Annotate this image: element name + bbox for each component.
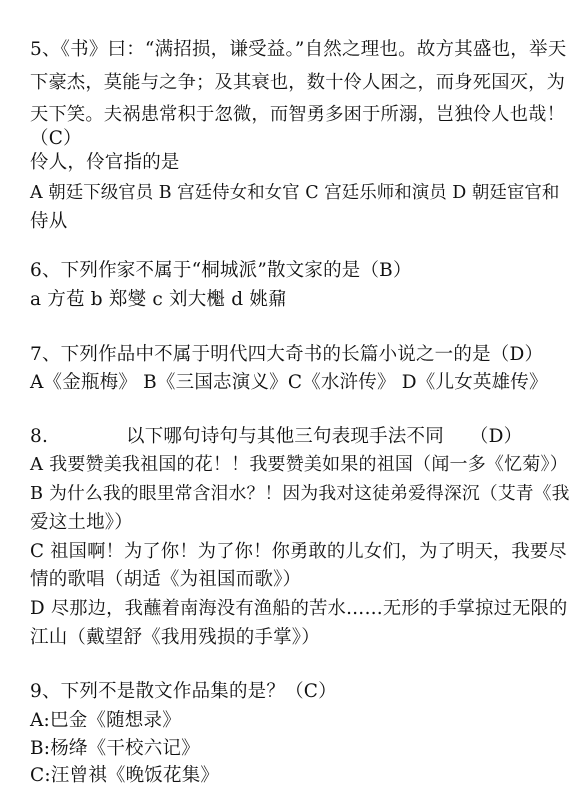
q5-options-line-2: 侍从: [30, 211, 68, 232]
q8-option-a: A 我要赞美我祖国的花！！我要赞美如果的祖国（闻一多《忆菊》）: [30, 454, 568, 475]
q9-stem: 9、下列不是散文作品集的是？（C）: [30, 681, 337, 702]
q8-stem-line: [30, 425, 522, 449]
q8-option-c-line-1: C 祖国啊！为了你！为了你！你勇敢的儿女们，为了明天，我要尽: [30, 541, 567, 562]
q7-stem: 7、下列作品中不属于明代四大奇书的长篇小说之一的是（D）: [30, 344, 544, 365]
q5-stem-line-1: 5、《书》曰：“满招损，谦受益。”自然之理也。故方其盛也，举天: [30, 39, 567, 60]
q6-options: a 方苞 b 郑燮 c 刘大櫆 d 姚鼐: [30, 289, 287, 310]
q5-options-line-1: A 朝廷下级官员 B 宫廷侍女和女官 C 宫廷乐师和演员 D 朝廷宦官和: [30, 183, 560, 203]
q5-stem-line-3: 天下笑。夫祸患常积于忽微，而智勇多困于所溺，岂独伶人也哉！: [30, 104, 566, 125]
q5-prompt: 伶人，伶官指的是: [30, 152, 180, 173]
q8-option-b-line-2: 爱这土地》）: [30, 512, 133, 533]
q5-stem-line-2: 下豪杰，莫能与之争；及其衰也，数十伶人困之，而身死国灭，为: [30, 72, 566, 93]
q8-option-d-line-2: 江山（戴望舒《我用残损的手掌》）: [30, 627, 320, 648]
q8-number: 8.: [30, 426, 49, 447]
q7-options: A《金瓶梅》 B《三国志演义》C《水浒传》 D《儿女英雄传》: [30, 372, 548, 393]
q8-option-c-line-2: 情的歌唱（胡适《为祖国而歌》）: [30, 569, 302, 590]
q8-stem: 以下哪句诗句与其他三句表现手法不同: [126, 426, 444, 447]
q9-option-a: A:巴金《随想录》: [30, 710, 181, 731]
q8-answer: （D）: [469, 426, 523, 447]
q5-answer: （C）: [30, 128, 82, 149]
q6-stem: 6、下列作家不属于“桐城派”散文家的是（B）: [30, 260, 412, 281]
q8-option-d-line-1: D 尽那边，我蘸着南海没有渔船的苦水……无形的手掌掠过无限的: [30, 598, 568, 619]
q9-option-c: C:汪曾祺《晚饭花集》: [30, 765, 220, 786]
q8-option-b-line-1: B 为什么我的眼里常含泪水？！因为我对这徒弟爱得深沉（艾青《我: [30, 484, 570, 504]
q9-option-b: B:杨绛《干校六记》: [30, 738, 200, 759]
